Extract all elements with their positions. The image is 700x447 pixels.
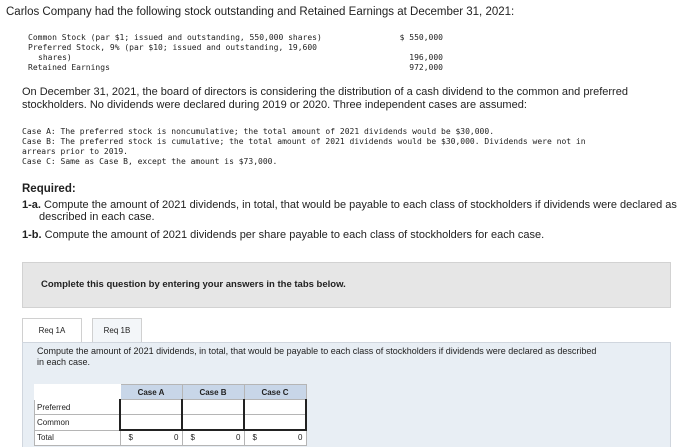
row-common	[35, 415, 307, 431]
common-stock-label: Common Stock (par $1; issued and outstanding, 550,000 shares)	[28, 33, 322, 42]
preferred-stock-label: Preferred Stock, 9% (par $10; issued and outstanding, 19,600	[28, 43, 317, 52]
scenario-paragraph: On December 31, 2021, the board of directors is considering the distribution of a cash dividend to the common and preferred stockholders. No dividends were declared during 2019 or 2020. Three independent cases are assumed:	[22, 86, 628, 111]
q1b-text: Compute the amount of 2021 dividends per share payable to each class of stockholders for each case.	[41, 229, 545, 241]
row-label-common: Common	[35, 415, 121, 431]
retained-earnings-row	[28, 63, 443, 73]
answer-table	[34, 384, 307, 446]
total-case-b-dollar: $	[190, 433, 195, 442]
input-preferred-case-b[interactable]	[182, 400, 244, 415]
input-preferred-case-c[interactable]	[244, 400, 306, 415]
total-case-b-value: 0	[236, 433, 241, 442]
row-label-total: Total	[35, 430, 121, 446]
total-case-c-dollar: $	[252, 433, 257, 442]
total-case-b	[182, 430, 244, 446]
preferred-stock-row-cont	[28, 53, 443, 63]
q1a-text: Compute the amount of 2021 dividends, in total, that would be payable to each class of stockholders if dividends were declared as	[40, 199, 677, 211]
total-case-c-value: 0	[298, 433, 303, 442]
common-stock-amount: $ 550,000	[399, 33, 443, 42]
input-preferred-case-a[interactable]	[120, 400, 182, 415]
common-stock-row	[28, 33, 443, 43]
row-total	[35, 430, 307, 446]
input-common-case-a[interactable]	[120, 415, 182, 431]
preferred-stock-row	[28, 43, 443, 53]
tab-req-1b[interactable]: Req 1B	[92, 318, 142, 344]
header-blank	[35, 385, 121, 400]
answer-panel	[22, 342, 671, 447]
tab-req-1a[interactable]: Req 1A	[22, 318, 82, 344]
preferred-stock-label-cont: shares)	[38, 53, 72, 62]
total-case-a-dollar: $	[128, 433, 133, 442]
total-case-a	[120, 430, 182, 446]
cases-list	[22, 127, 682, 167]
required-heading: Required:	[22, 183, 76, 195]
balance-sheet	[28, 33, 443, 73]
header-case-b: Case B	[182, 385, 244, 400]
input-common-case-b[interactable]	[182, 415, 244, 431]
instruction-banner	[22, 262, 671, 308]
case-a: Case A: The preferred stock is noncumulative; the total amount of 2021 dividends would be $30,000.	[22, 127, 495, 136]
input-common-case-c[interactable]	[244, 415, 306, 431]
panel-instruction: Compute the amount of 2021 dividends, in total, that would be payable to each class of stockholders if dividends were declared as described in each case.	[37, 346, 597, 367]
retained-earnings-label: Retained Earnings	[28, 63, 110, 72]
preferred-stock-amount: 196,000	[409, 53, 443, 62]
case-c: Case C: Same as Case B, except the amount is $73,000.	[22, 157, 278, 166]
retained-earnings-amount: 972,000	[409, 63, 443, 72]
q1a-prefix: 1-a.	[22, 199, 41, 211]
q1b-prefix: 1-b.	[22, 229, 42, 241]
question-1b	[22, 229, 682, 241]
total-case-c	[244, 430, 306, 446]
row-label-preferred: Preferred	[35, 400, 121, 415]
total-case-a-value: 0	[174, 433, 179, 442]
row-preferred	[35, 400, 307, 415]
header-case-a: Case A	[120, 385, 182, 400]
header-row	[35, 385, 307, 400]
intro-text: Carlos Company had the following stock outstanding and Retained Earnings at December 31, 2021:	[6, 6, 515, 18]
case-b-cont: arrears prior to 2019.	[22, 147, 128, 156]
q1a-text-cont: described in each case.	[39, 211, 155, 223]
header-case-c: Case C	[244, 385, 306, 400]
case-b: Case B: The preferred stock is cumulative; the total amount of 2021 dividends would be $30,000. Dividends were not in	[22, 137, 586, 146]
banner-text: Complete this question by entering your answers in the tabs below.	[41, 279, 346, 290]
question-1a	[22, 199, 682, 223]
